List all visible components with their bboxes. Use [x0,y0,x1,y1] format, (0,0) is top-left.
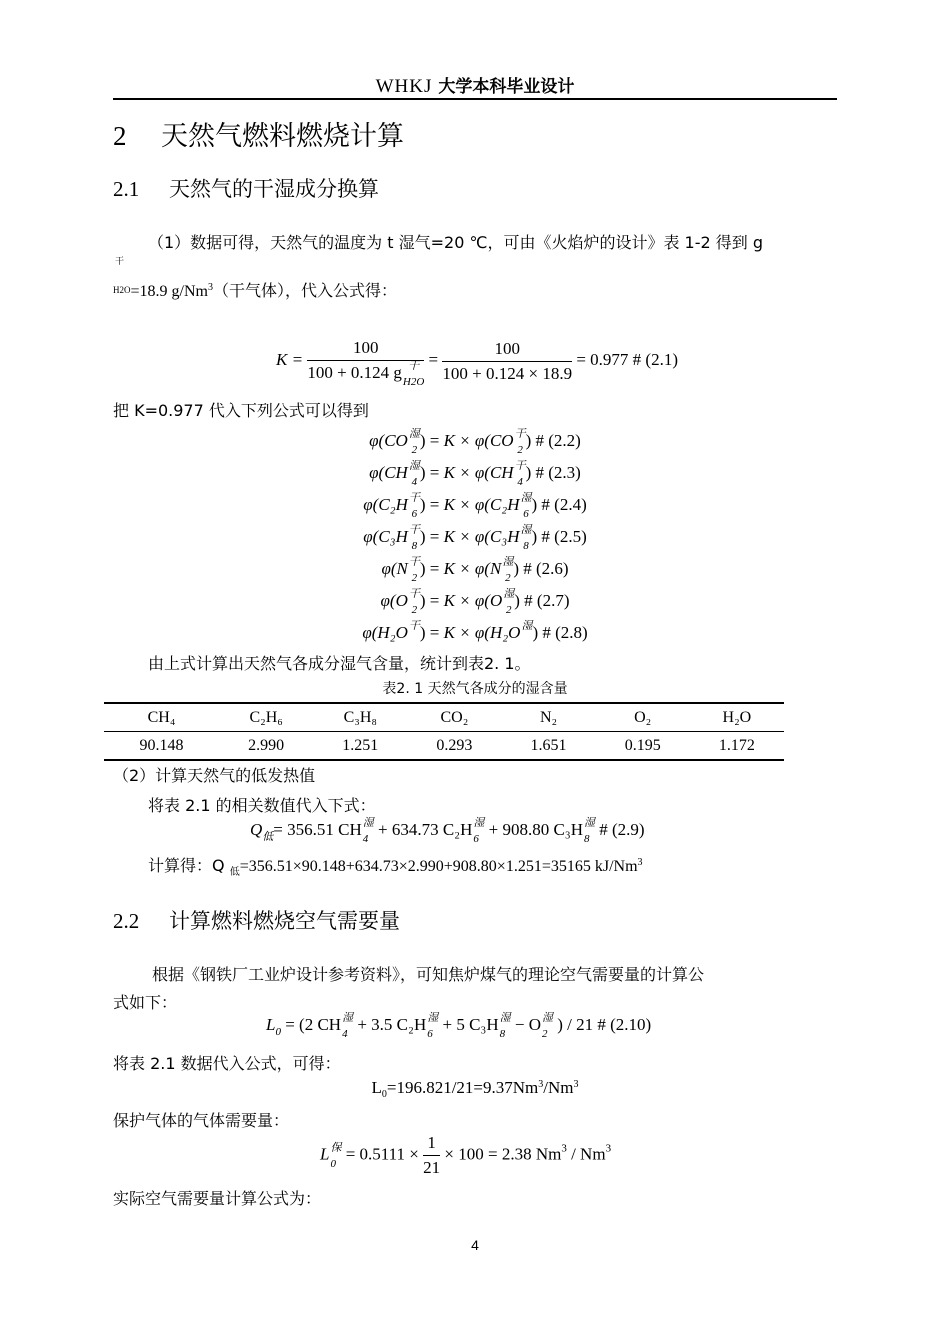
eq-sup: 干 [514,460,526,473]
table-header-cell: C₃H₈ [313,703,407,732]
equation-line: φ(C₃H 干 8 ) = K × φ(C₃H 湿 8 ) # (2.5) [363,524,587,553]
eq29-t3-script [584,817,596,846]
eq-sub: 2 [517,444,523,457]
frac1-den-sub: H2O [402,376,425,389]
prot-l-sup: 保 [330,1141,342,1154]
fraction-1 [307,338,425,389]
eq29-t3-sub: 8 [584,833,590,846]
eq210-b-script [342,1012,354,1041]
eq29-mid1: + 634.73 C₂H [377,820,473,839]
eq-tag: # (2.6) [523,559,569,578]
eq-rhs: K × φ(H₂O [443,623,521,642]
eq-lhs: φ(CH [369,463,408,482]
eq-sub: 4 [411,476,418,489]
eq29-t1-script [362,817,374,846]
frac1-numerator: 100 [307,338,424,361]
eq210-l: L [266,1015,276,1034]
equation-2-1: K = 100 100 + 0.124 g 干 H2O = $\frac{100}{100 + 0.124 \times 18.9}$ = 0.977 # (2.1) [276,338,678,389]
eq-sub [521,637,532,647]
eq210-d-script [499,1012,511,1041]
table-header-cell: C₂H₆ [219,703,313,732]
eq-sup: 干 [514,428,526,441]
table-caption: 表2. 1 天然气各成分的湿含量 [382,681,568,697]
table-cell: 0.195 [624,736,661,754]
header-title-latin: WHKJ [375,76,433,97]
eq-tag: # (2.4) [541,495,587,514]
eq-sup: 湿 [521,620,533,633]
g-value: =18.9 g/Nm [130,283,208,300]
eq-sup: 湿 [408,460,420,473]
para-k: 把 K=0.977 代入下列公式可以得到 [113,401,369,420]
prot-l-script [330,1141,342,1170]
eq29-t2-script [473,817,485,846]
para3-line2: 式如下： [113,993,178,1012]
eq-script [408,524,420,553]
prot-frac-num: 1 [423,1133,440,1156]
equation-line: φ(C₂H 干 6 ) = K × φ(C₂H 湿 6 ) # (2.4) [363,492,587,521]
eq210-l-sub: 0 [275,1026,281,1038]
frac1-den-text: 100 + 0.124 g [307,363,402,382]
eq-script [408,460,420,489]
section-number: 2.2 [113,909,140,933]
eq29-tag: # (2.9) [599,820,645,839]
running-header [0,72,950,98]
para1-line2 [113,278,397,301]
eq-2-1-rhs: = 0.977 # (2.1) [576,349,678,369]
eq-script [408,492,420,521]
eq-sup: 湿 [520,492,532,505]
calc-body: =356.51×90.148+634.73×2.990+908.80×1.251=35165 kJ/Nm [239,858,638,875]
frac1-denominator [307,360,425,389]
eq-sup: 干 [408,620,420,633]
eq-sub: 2 [411,444,418,457]
eq-sub: 6 [411,508,418,521]
eq-script [408,428,420,457]
eq210-e-sup: 湿 [542,1012,553,1025]
eq-lhs: φ(C₂H [363,495,408,514]
prot-l: L [320,1144,330,1164]
eq210-c-sub: 6 [427,1028,433,1041]
table-header-cell: N₂ [501,703,595,732]
equation-2-10 [266,1012,652,1041]
eq-script [520,524,532,553]
section-title: 天然气的干湿成分换算 [169,177,379,201]
table-header-row [104,703,784,732]
eq29-mid2: + 908.80 C₃H [488,820,584,839]
equation-line: φ(CH 湿 4 ) = K × φ(CH 干 4 ) # (2.3) [369,460,581,489]
eq-rhs: K × φ(C₂H [443,495,520,514]
eq210-c-script [427,1012,439,1041]
section-heading-2-2 [113,905,400,935]
eq-script [514,428,526,457]
calc-line [148,853,643,878]
eq210-d-sub: 8 [499,1028,506,1041]
eq-script [408,620,420,644]
frac2-numerator: 100 [442,339,572,362]
eq29-body: = 356.51 CH [273,820,362,839]
eq-tag: # (2.7) [524,591,570,610]
section-heading-2-1 [113,173,379,203]
table-header-cell: H₂O [690,703,784,732]
l0-sup2: 3 [573,1079,579,1090]
eq29-t2-sup: 湿 [473,817,485,830]
eq-lhs: φ(CO [369,431,408,450]
para3-line1: 根据《钢铁厂工业炉设计参考资料》，可知焦炉煤气的理论空气需要量的计算公 [152,965,705,984]
eq210-c-sup: 湿 [427,1012,439,1025]
prot-tail: / Nm [571,1144,606,1164]
l0-tail: /Nm [543,1078,574,1097]
chapter-heading [113,114,404,153]
eq-sub: 6 [523,508,529,521]
eq-rhs: K × φ(CO [443,431,514,450]
eq-sup: 干 [408,556,420,569]
equation-line: φ(H₂O 干 ) = K × φ(H₂O 湿 ) # (2.8) [0,617,950,649]
eq-sub [409,637,420,647]
eq-script [514,460,526,489]
para6: 实际空气需要量计算公式为： [113,1189,322,1208]
eq-sub: 4 [517,476,523,489]
chapter-title: 天然气燃料燃烧计算 [161,121,404,152]
eq-script [520,492,532,521]
prot-l-sub: 0 [330,1157,336,1170]
eq29-t1-sup: 湿 [362,817,374,830]
table-header-cell: CO₂ [407,703,501,732]
eq-sup: 湿 [520,524,532,537]
frac1-den-sup: 干 [408,360,420,373]
table-cell: 0.293 [436,736,473,754]
eq-rhs: K × φ(C₃H [443,527,520,546]
moisture-content-table [104,702,784,761]
eq-sub: 2 [411,604,418,617]
eq29-t3-sup: 湿 [584,817,596,830]
frac1-den-script [402,360,425,389]
prot-sup: 3 [561,1142,567,1155]
equation-line: φ(CO 湿 2 ) = K × φ(CO 干 2 ) # (2.2) [369,428,581,457]
eq210-e-script [542,1012,553,1041]
table-cell: 1.251 [342,736,379,754]
frac2-denominator: 100 + 0.124 × 18.9 [442,363,573,383]
chapter-number: 2 [113,121,127,151]
eq-script [502,556,514,585]
equation-line: φ(O 干 2 ) = K × φ(O 湿 2 ) # (2.7) [380,588,570,617]
eq-script [503,588,515,617]
eq-script [521,620,533,644]
eq-k-lhs: K = [276,349,304,369]
table-cell: 90.148 [139,736,184,754]
h2o-sub: H2O [113,285,131,295]
calc-sub: 低 [229,867,240,878]
eq210-b-sup: 湿 [342,1012,354,1025]
eq-sup: 湿 [503,588,515,601]
table-row [104,732,784,761]
eq29-q-sub: 低 [262,831,274,843]
equation-lines [0,425,950,649]
calc-sup: 3 [637,857,643,868]
l0-sub: 0 [381,1089,387,1100]
eq-sup: 干 [408,524,420,537]
para-table-intro: 由上式计算出天然气各成分湿气含量，统计到表2. 1。 [148,654,531,673]
eq210-e-sub: 2 [542,1028,548,1041]
eq-lhs: φ(C₃H [363,527,408,546]
calc-prefix: 计算得：Q [148,856,230,875]
eq-sub: 8 [523,540,529,553]
page-number: 4 [471,1237,479,1253]
eq-lhs: φ(O [380,591,408,610]
section-title: 计算燃料燃烧空气需要量 [169,909,400,933]
eq210-f: ) / 21 # (2.10) [557,1015,652,1034]
eq-tag: # (2.3) [535,463,581,482]
l0-sup: 3 [538,1079,544,1090]
eq-rhs: K × φ(N [443,559,502,578]
para4: 将表 2.1 数据代入公式，可得： [113,1054,341,1073]
eq-sub: 2 [411,572,418,585]
para2-item: （2）计算天然气的低发热值 [113,766,316,785]
eq-sub: 8 [411,540,418,553]
eq210-d-sup: 湿 [499,1012,511,1025]
eq-rhs: K × φ(O [443,591,503,610]
prot-sup2: 3 [605,1142,612,1155]
eq-tag: # (2.2) [535,431,581,450]
l0-body: =196.821/21=9.37Nm [386,1078,539,1097]
eq-sup: 湿 [408,428,420,441]
table-cell: 1.172 [718,736,755,754]
para5: 保护气体的气体需要量： [113,1111,290,1130]
equation-2-9 [250,817,645,846]
eq-rhs: K × φ(CH [443,463,514,482]
header-rule [113,98,837,100]
equation-line: φ(N 干 2 ) = K × φ(N 湿 2 ) # (2.6) [381,556,569,585]
table-cell: 1.651 [530,736,567,754]
prot-fraction [423,1133,440,1178]
eq210-b: = (2 CH [285,1015,342,1034]
l0-text: L [371,1078,382,1097]
eq29-t2-sub: 6 [473,833,479,846]
eq-script [408,588,420,617]
table-header-cell: CH₄ [104,703,219,732]
eq-sub: 2 [506,604,512,617]
section-number: 2.1 [113,177,140,201]
prot-mul: = 0.5111 × [345,1144,419,1164]
eq-sup: 湿 [502,556,514,569]
equation-protective-gas [320,1133,611,1178]
eq29-q: Q [250,820,263,839]
fraction-2 [442,339,572,384]
eq-tag: # (2.8) [542,623,588,642]
eq-script [408,556,420,585]
eq-lhs: φ(N [381,559,408,578]
para1-line1-sub: 干 [115,257,125,267]
table-cell: 2.990 [248,736,285,754]
eq210-e: − O [514,1015,541,1034]
para1-line1: （1）数据可得，天然气的温度为 t 湿气=20 ℃，可由《火焰炉的设计》表 1-2 得到 g [148,233,763,252]
l0-result [0,1078,950,1100]
eq-sub: 2 [505,572,511,585]
eq210-c: + 3.5 C₂H [357,1015,427,1034]
eq29-t1-sub: 4 [362,833,369,846]
prot-frac-den: 21 [423,1158,441,1177]
table-header-cell: O₂ [596,703,690,732]
para1-tail: （干气体），代入公式得： [212,281,397,300]
unit-sup: 3 [207,282,213,293]
header-title-cjk: 大学本科毕业设计 [438,77,575,97]
eq-sup: 干 [408,492,420,505]
prot-rest: × 100 = 2.38 Nm [444,1144,562,1164]
eq-lhs: φ(H₂O [362,623,408,642]
eq-sup: 干 [408,588,420,601]
para2-intro: 将表 2.1 的相关数值代入下式： [148,796,376,815]
equation-list [0,425,950,649]
eq210-d: + 5 C₃H [442,1015,499,1034]
eq210-b-sub: 4 [342,1028,348,1041]
eq-tag: # (2.5) [541,527,587,546]
